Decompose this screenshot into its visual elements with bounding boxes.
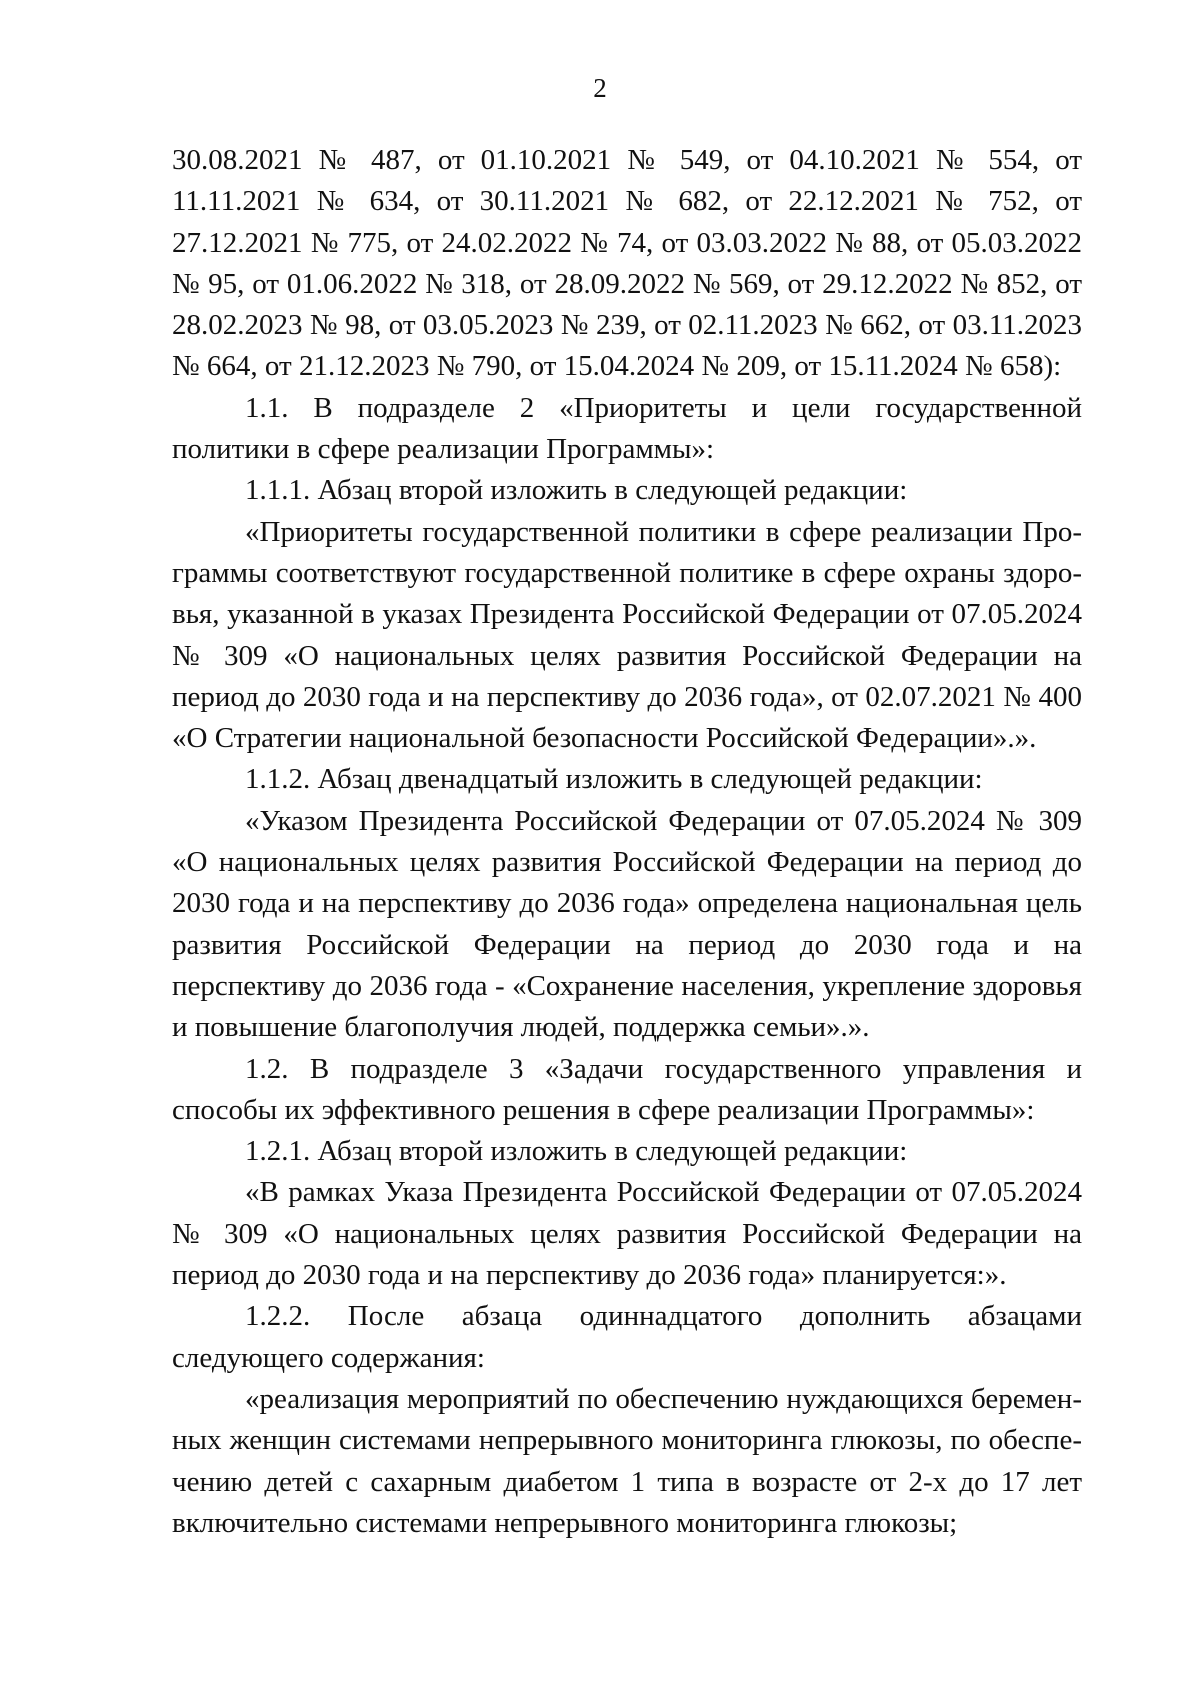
paragraph-1-2-1-quote: «В рамках Указа Президента Российской Федерации от 07.05.2024 № 309 «О национальных целях развития Российской Федерации на период до 2030 года и на перспективу до 2036 года» планируется:». (172, 1176, 1082, 1292)
paragraph-amendments-list: 30.08.2021 № 487, от 01.10.2021 № 549, от 04.10.2021 № 554, от 11.11.2021 № 634, от 30.11.2021 № 682, от 22.12.2021 № 752, от 27.12.2021 № 775, от 24.02.2022 № 74, от 03.03.2022 № 88, от 05.03.2022 № 95, от 01.06.2022 № 318, от 28.09.2022 № 569, от 29.12.2022 № 852, от 28.02.2023 № 98, от 03.05.2023 № 239, от 02.11.2023 № 662, от 03.11.2023 № 664, от 21.12.2023 № 790, от 15.04.2024 № 209, от 15.11.2024 № 658): (172, 144, 1082, 383)
paragraph-1-1-2: 1.1.2. Абзац двенадцатый изложить в следующей редакции: (245, 763, 983, 796)
paragraph-1-2-1: 1.2.1. Абзац второй изложить в следующей редакции: (245, 1135, 908, 1168)
paragraph-1-1-1: 1.1.1. Абзац второй изложить в следующей редакции: (245, 474, 908, 507)
paragraph-1-1-2-quote: «Указом Президента Российской Федерации от 07.05.2024 № 309 «О национальных целях развития Российской Федерации на период до 2030 года и на перспективу до 2036 года» определена национальная цель развития Российской Федерации на период до 2030 года и на перспективу до 2036 года - «Сохранение населения, укрепление здоровья и повышение благополучия людей, поддержка семьи».». (172, 804, 1082, 1044)
paragraph-1-2-2-quote: «реализация мероприятий по обеспечению нуждающихся беременных женщин системами непрерывного мониторинга глюкозы, по обеспечению детей с сахарным диабетом 1 типа в возрасте от 2-х до 17 лет включительно системами непрерывного мониторинга глюкозы; (172, 1382, 1082, 1539)
paragraph-1-2: 1.2. В подразделе 3 «Задачи государственного управления и способы их эффективного решения в сфере реализации Программы»: (172, 1052, 1082, 1126)
document-body (172, 140, 1082, 1544)
paragraph-1-1-1-quote: «Приоритеты государственной политики в сфере реализации Программы соответствуют государственной политике в сфере охраны здоровья, указанной в указах Президента Российской Федерации от 07.05.2024 № 309 «О национальных целях развития Российской Федерации на период до 2030 года и на перспективу до 2036 года», от 02.07.2021 № 400 «О Стратегии национальной безопасности Российской Федерации».». (172, 515, 1082, 755)
page-number: 2 (593, 73, 607, 103)
paragraph-1-1: 1.1. В подразделе 2 «Приоритеты и цели государственной политики в сфере реализации Программы»: (172, 391, 1082, 466)
paragraph-1-2-2: 1.2.2. После абзаца одиннадцатого дополнить абзацами следующего содержания: (172, 1300, 1082, 1374)
